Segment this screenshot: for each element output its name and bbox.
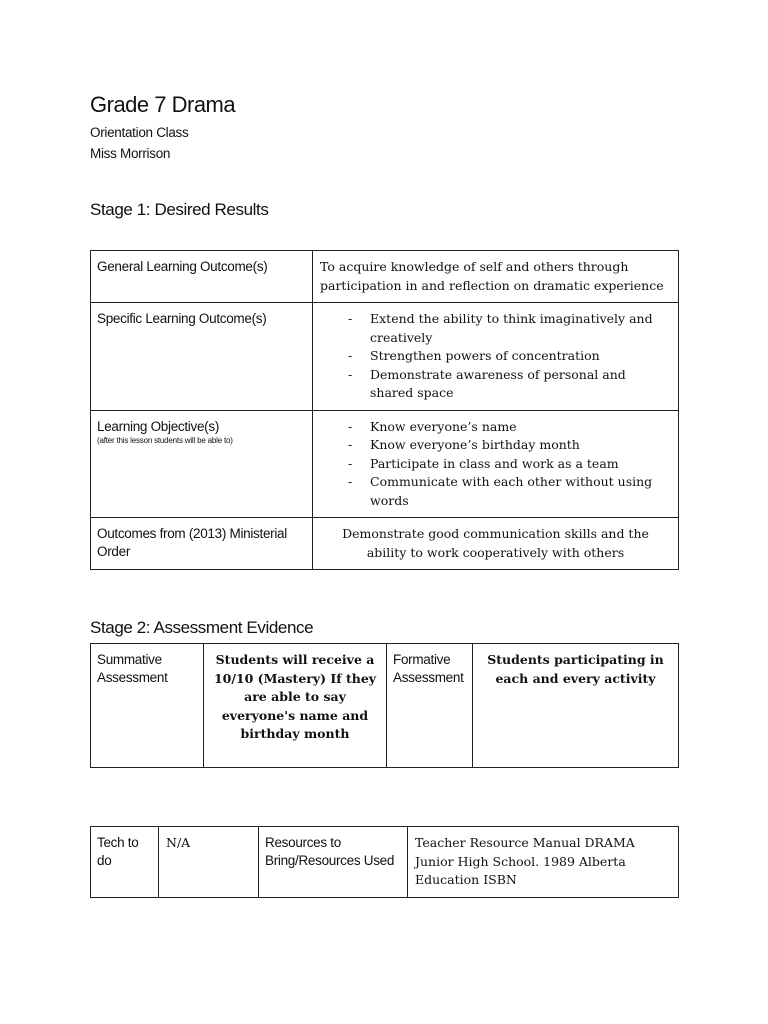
page-title: Grade 7 Drama (90, 92, 236, 117)
list-item: - Know everyone’s name (348, 418, 671, 437)
stage2-heading: Stage 2: Assessment Evidence (90, 618, 314, 637)
table-row (91, 644, 679, 768)
summative-text: Students will receive a 10/10 (Mastery) If they are able to say everyone's name and birthday month (204, 644, 387, 768)
row-value: To acquire knowledge of self and others through participation in and reflection on dramatic experience (313, 251, 679, 303)
resources-value: Teacher Resource Manual DRAMA Junior High School. 1989 Alberta Education ISBN (408, 827, 679, 898)
row-label: Outcomes from (2013) Ministerial Order (91, 518, 313, 570)
table-row (91, 518, 679, 570)
summative-label: Summative Assessment (91, 644, 204, 768)
stage1-heading: Stage 1: Desired Results (90, 200, 269, 219)
row-label-note: (after this lesson students will be able to) (97, 435, 233, 445)
table-row (91, 251, 679, 303)
assessment-table (90, 643, 679, 768)
list-item: - Participate in class and work as a team (348, 455, 671, 474)
list-item: - Communicate with each other without using words (348, 473, 671, 510)
row-label-text: Learning Objective(s) (97, 418, 220, 434)
row-label: Specific Learning Outcome(s) (91, 303, 313, 411)
formative-label: Formative Assessment (387, 644, 473, 768)
class-subtitle: Orientation Class (90, 125, 189, 140)
formative-text: Students participating in each and every activity (473, 644, 679, 768)
tech-value: N/A (159, 827, 259, 898)
teacher-name: Miss Morrison (90, 146, 171, 161)
resources-label: Resources to Bring/Resources Used (259, 827, 408, 898)
row-value (313, 303, 679, 411)
list-item: - Know everyone’s birthday month (348, 436, 671, 455)
desired-results-table (90, 250, 679, 570)
resources-table (90, 826, 679, 898)
tech-label: Tech to do (91, 827, 159, 898)
list-item: - Extend the ability to think imaginatively and creatively (348, 310, 671, 347)
row-value: Demonstrate good communication skills and the ability to work cooperatively with others (313, 518, 679, 570)
row-label (91, 410, 313, 518)
row-label: General Learning Outcome(s) (91, 251, 313, 303)
list-item: - Strengthen powers of concentration (348, 347, 671, 366)
list-item: - Demonstrate awareness of personal and shared space (348, 366, 671, 403)
table-row (91, 410, 679, 518)
table-row (91, 303, 679, 411)
table-row (91, 827, 679, 898)
row-value (313, 410, 679, 518)
